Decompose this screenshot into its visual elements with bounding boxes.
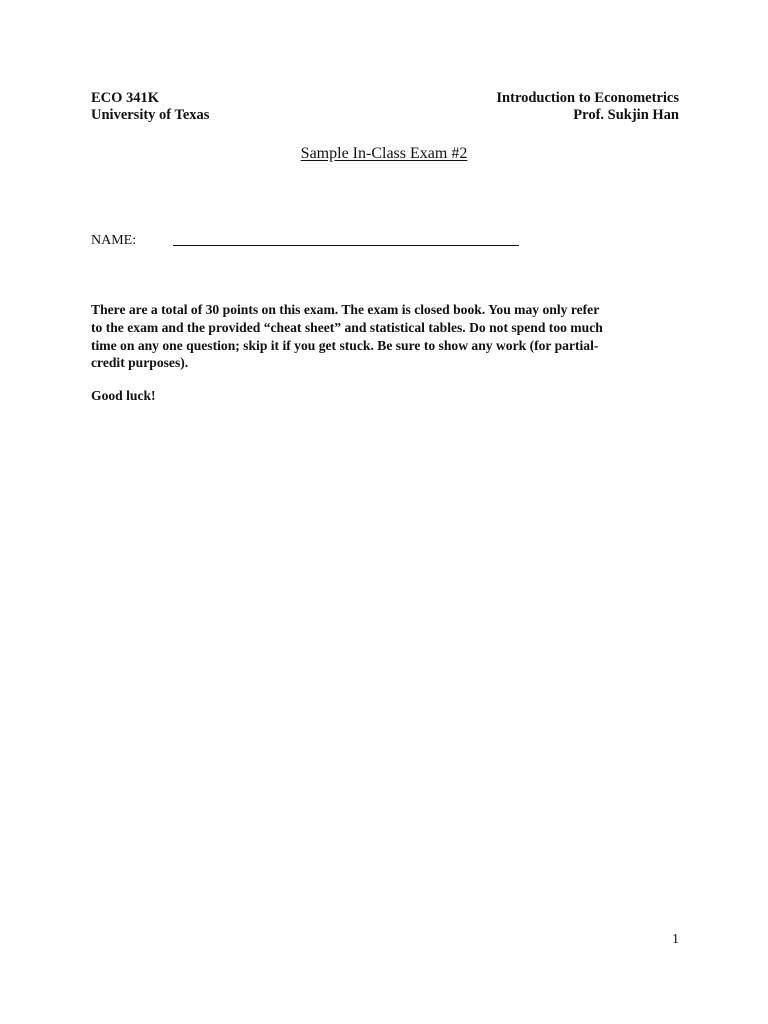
name-field-line[interactable] <box>173 245 519 246</box>
course-title: Introduction to Econometrics <box>496 90 679 106</box>
exam-title-text: Sample In-Class Exam #2 <box>300 145 468 162</box>
university: University of Texas <box>91 107 210 123</box>
header-left <box>91 90 209 124</box>
closing-text: Good luck! <box>91 388 156 403</box>
instructions-line: time on any one question; skip it if you get stuck. Be sure to show any work (for partial- <box>91 337 599 353</box>
name-label: NAME: <box>91 233 137 248</box>
page-number: 1 <box>672 932 679 947</box>
header-right <box>496 90 679 124</box>
instructions-line: There are a total of 30 points on this exam. The exam is closed book. You may only refer <box>91 302 600 317</box>
exam-title <box>0 144 768 164</box>
instructions-paragraph <box>91 301 681 372</box>
professor: Prof. Sukjin Han <box>573 107 679 123</box>
course-code: ECO 341K <box>91 90 160 106</box>
instructions-line: to the exam and the provided “cheat sheet” and statistical tables. Do not spend too much <box>91 319 603 335</box>
instructions-line: credit purposes). <box>91 355 189 371</box>
